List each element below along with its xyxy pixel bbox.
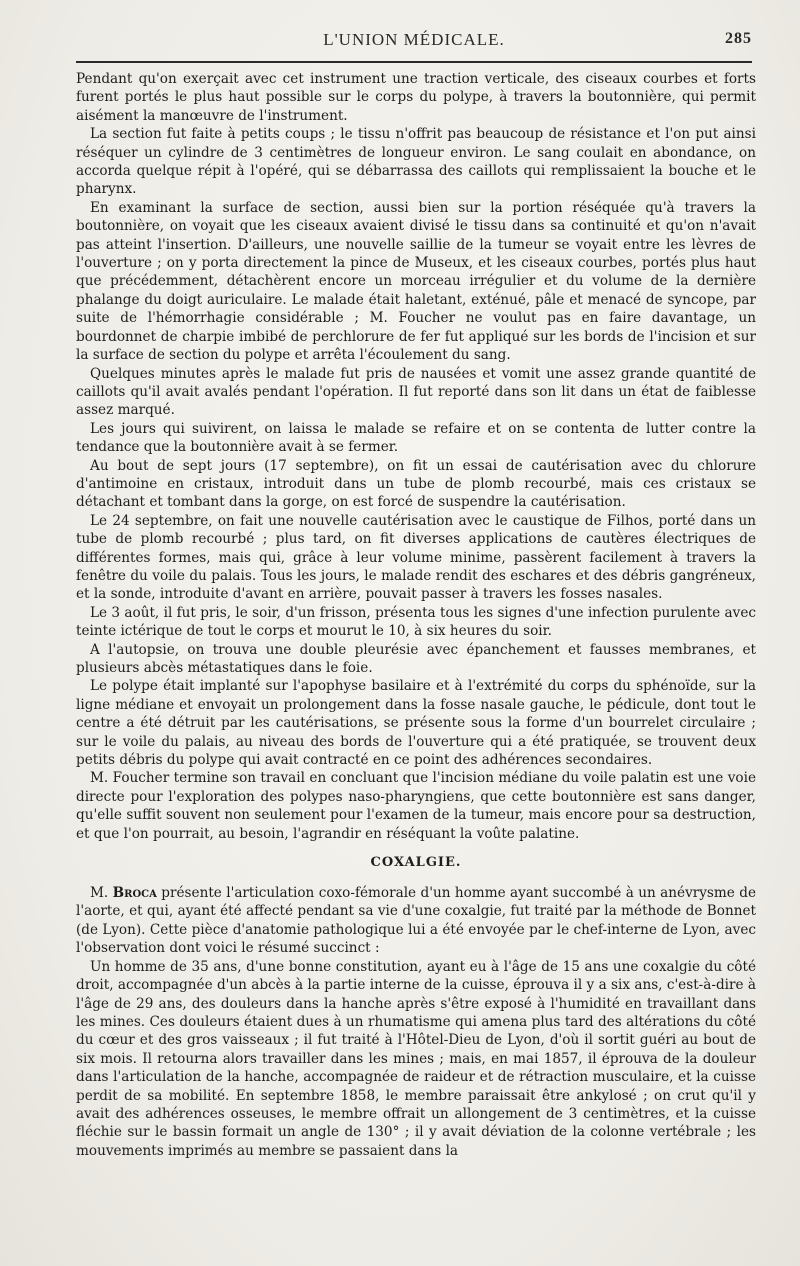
body-text (76, 70, 756, 1160)
paragraph: La section fut faite à petits coups ; le tissu n'offrit pas beaucoup de résistance et l'on put ainsi réséquer un cylindre de 3 centimètres de longueur environ. Le sang coulait en abondance, on accorda quelque répit à l'opéré, qui se débarrassa des caillots qui remplissaient la bouche et le pharynx. (76, 126, 756, 198)
broca-text: présente l'articulation coxo-fémorale d'un homme ayant succombé à un anévrysme de l'aorte, et qui, ayant été affecté pendant sa vie d'une coxalgie, fut traité par la méthode de Bonnet (de Lyon). Cette pièce d'anatomie pathologique lui a été envoyée par le chef-interne de Lyon, avec l'observation dont voici le résumé succinct : (76, 885, 756, 957)
author-name: Broca (112, 885, 157, 902)
page-number: 285 (725, 30, 752, 47)
paragraph: Les jours qui suivirent, on laissa le malade se refaire et on se contenta de lutter contre la tendance que la boutonnière avait à se fermer. (76, 420, 756, 456)
paragraph: Pendant qu'on exerçait avec cet instrument une traction verticale, des ciseaux courbes et forts furent portés le plus haut possible sur le corps du polype, à travers la boutonnière, qui permit aisément la manœuvre de l'instrument. (76, 71, 756, 124)
paragraph: Au bout de sept jours (17 septembre), on fit un essai de cautérisation avec du chlorure d'antimoine en cristaux, introduit dans un tube de plomb recourbé, mais ces cristaux se détachant et tombant dans la gorge, on est forcé de suspendre la cautérisation. (76, 457, 756, 511)
paragraph: A l'autopsie, on trouva une double pleurésie avec épanchement et fausses membranes, et plusieurs abcès métastatiques dans le foie. (76, 641, 756, 676)
paragraph: En examinant la surface de section, aussi bien sur la portion réséquée qu'à travers la boutonnière, on voyait que les ciseaux avaient divisé le tissu dans sa continuité et qu'on n'avait pas atteint l'insertion. D'ailleurs, une nouvelle saillie de la tumeur se voyait entre les lèvres de l'ouverture ; on y porta directement la pince de Museux, et les ciseaux courbes, portés plus haut que précédemment, détachèrent encore un morceau irrégulier et du volume de la dernière phalange du doigt auriculaire. Le malade était haletant, exténué, pâle et menacé de syncope, par suite de l'hémorrhagie considérable ; M. Foucher ne voulut pas en faire davantage, un bourdonnet de charpie imbibé de perchlorure de fer fut appliqué sur les bords de l'incision et sur la surface de section du polype et arrêta l'écoulement du sang. (76, 199, 756, 364)
section-heading: COXALGIE. (370, 855, 462, 871)
broca-prefix: M. (90, 885, 113, 902)
running-header (76, 30, 752, 54)
paragraph: M. Foucher termine son travail en concluant que l'incision médiane du voile palatin est une voie directe pour l'exploration des polypes naso-pharyngiens, que cette boutonnière est sans danger, qu'elle suffit souvent non seulement pour l'examen de la tumeur, mais encore pour sa destruction, et que l'on pourrait, au besoin, l'agrandir en réséquant la voûte palatine. (76, 770, 756, 842)
paragraph: Un homme de 35 ans, d'une bonne constitution, ayant eu à l'âge de 15 ans une coxalgie du côté droit, accompagnée d'un abcès à la partie interne de la cuisse, éprouva il y a six ans, c'est-à-dire à l'âge de 29 ans, des douleurs dans la hanche après s'être exposé à l'humidité en travaillant dans les mines. Ces douleurs étaient dues à un rhumatisme qui amena plus tard des altérations du côté du cœur et des gros vaisseaux ; il fut traité à l'Hôtel-Dieu de Lyon, d'où il sortit guéri au bout de six mois. Il retourna alors travailler dans les mines ; mais, en mai 1857, il éprouva de la douleur dans l'articulation de la hanche, accompagnée de raideur et de rétraction musculaire, et la cuisse perdit de sa mobilité. En septembre 1858, le membre paraissait être ankylosé ; on crut qu'il y avait des adhérences osseuses, le membre offrait un allongement de 3 centimètres, et la cuisse fléchie sur le bassin formait un angle de 130° ; il y avait déviation de la colonne vertébrale ; les mouvements imprimés au membre se passaient dans la (76, 958, 756, 1159)
header-rule (76, 61, 752, 63)
paragraph: Le 3 août, il fut pris, le soir, d'un frisson, présenta tous les signes d'une infection purulente avec teinte ictérique de tout le corps et mourut le 10, à six heures du soir. (76, 604, 756, 640)
journal-title: L'UNION MÉDICALE. (323, 30, 505, 49)
paragraph: Quelques minutes après le malade fut pris de nausées et vomit une assez grande quantité de caillots qu'il avait avalés pendant l'opération. Il fut reporté dans son lit dans un état de faiblesse assez marqué. (76, 365, 756, 419)
paragraph: Le 24 septembre, on fait une nouvelle cautérisation avec le caustique de Filhos, porté dans un tube de plomb recourbé ; plus tard, on fit diverses applications de cautères électriques de différentes formes, mais qui, grâce à leur volume minime, passèrent facilement à travers la fenêtre du voile du palais. Tous les jours, le malade rendit des eschares et des débris gangréneux, et la sonde, introduite d'avant en arrière, pouvait passer à travers les fosses nasales. (76, 512, 756, 603)
paragraph: Le polype était implanté sur l'apophyse basilaire et à l'extrémité du corps du sphénoïde, sur la ligne médiane et envoyait un prolongement dans la fosse nasale gauche, le pédicule, dont tout le centre a été détruit par les cautérisations, se présente sous la forme d'un bourrelet circulaire ; sur le voile du palais, au niveau des bords de l'ouverture qui a été pratiquée, se trouvent deux petits débris du polype qui avait contracté en ce point des adhérences secondaires. (76, 678, 756, 769)
broca-paragraph (76, 884, 756, 958)
